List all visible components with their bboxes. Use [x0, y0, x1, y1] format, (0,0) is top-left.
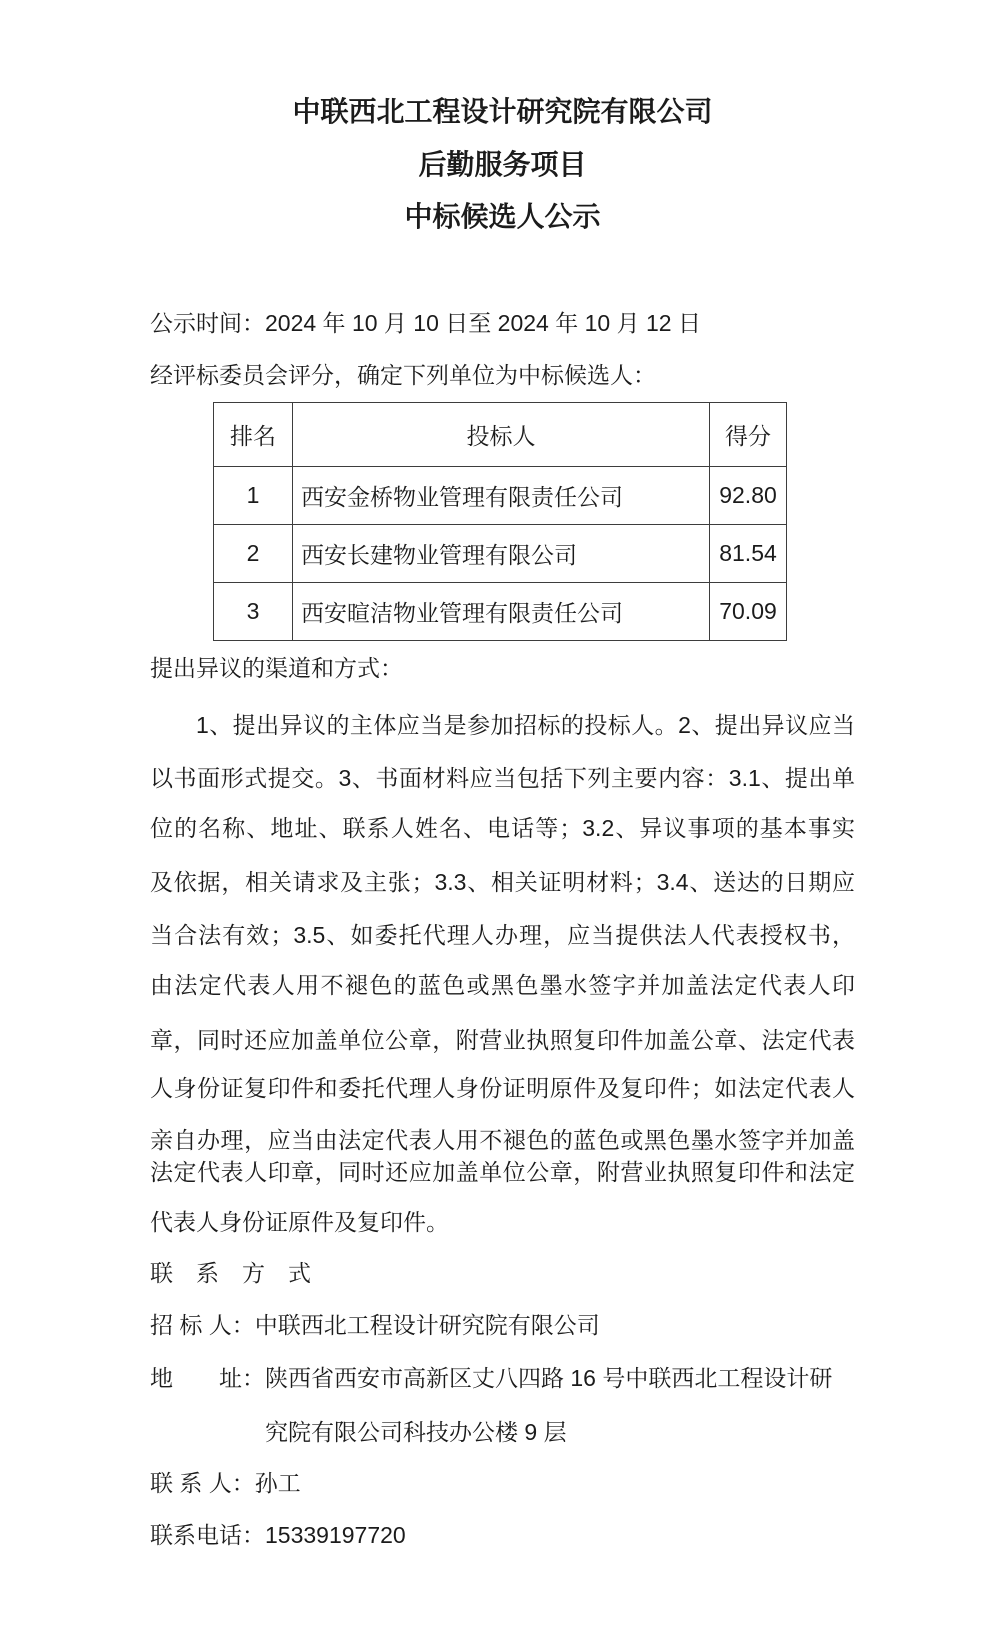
table-row	[214, 583, 787, 641]
contact-label: 联系电话：	[150, 1522, 265, 1548]
objection-heading: 提出异议的渠道和方式：	[150, 655, 403, 681]
objection-line: 章，同时还应加盖单位公章，附营业执照复印件加盖公章、法定代表	[150, 1027, 855, 1053]
contact-line-address-continued	[150, 1415, 855, 1449]
contact-value: 陕西省西安市高新区丈八四路 16 号中联西北工程设计研	[265, 1365, 833, 1391]
rank-cell: 3	[214, 583, 293, 641]
announcement-period: 公示时间：2024 年 10 月 10 日至 2024 年 10 月 12 日	[150, 310, 701, 336]
objection-line: 以书面形式提交。3、书面材料应当包括下列主要内容：3.1、提出单	[150, 765, 855, 791]
objection-line: 代表人身份证原件及复印件。	[150, 1209, 449, 1235]
rank-cell: 2	[214, 525, 293, 583]
bidder-cell: 西安暄洁物业管理有限责任公司	[293, 583, 710, 641]
objection-line: 人身份证复印件和委托代理人身份证明原件及复印件；如法定代表人	[150, 1075, 855, 1101]
objection-line: 当合法有效；3.5、如委托代理人办理，应当提供法人代表授权书，	[150, 922, 855, 948]
contact-line-phone	[150, 1518, 855, 1552]
document-title-line-1: 中联西北工程设计研究院有限公司	[292, 96, 713, 127]
bidder-cell: 西安金桥物业管理有限责任公司	[293, 467, 710, 525]
document-title-line-2: 后勤服务项目	[418, 149, 587, 180]
header-score: 得分	[710, 403, 787, 467]
contact-value: 究院有限公司科技办公楼 9 层	[265, 1419, 567, 1445]
contact-value: 15339197720	[265, 1522, 406, 1548]
contact-label: 联 系 人：	[150, 1470, 255, 1496]
contact-line-person	[150, 1466, 855, 1500]
rank-cell: 1	[214, 467, 293, 525]
objection-line: 及依据，相关请求及主张；3.3、相关证明材料；3.4、送达的日期应	[150, 869, 855, 895]
objection-line: 亲自办理，应当由法定代表人用不褪色的蓝色或黑色墨水签字并加盖	[150, 1127, 855, 1153]
bidder-cell: 西安长建物业管理有限公司	[293, 525, 710, 583]
objection-line: 由法定代表人用不褪色的蓝色或黑色墨水签字并加盖法定代表人印	[150, 972, 855, 998]
objection-line: 位的名称、地址、联系人姓名、电话等；3.2、异议事项的基本事实	[150, 815, 855, 841]
contact-line-tenderer	[150, 1308, 855, 1342]
score-cell: 81.54	[710, 525, 787, 583]
score-cell: 70.09	[710, 583, 787, 641]
contact-heading: 联 系 方 式	[150, 1260, 311, 1286]
contact-line-address	[150, 1361, 855, 1395]
evaluation-note: 经评标委员会评分，确定下列单位为中标候选人：	[150, 362, 656, 388]
header-rank: 排名	[214, 403, 293, 467]
bid-candidates-table	[213, 402, 787, 641]
table-row	[214, 525, 787, 583]
score-cell: 92.80	[710, 467, 787, 525]
table-header-row	[214, 403, 787, 467]
contact-label: 招 标 人：	[150, 1312, 255, 1338]
objection-line: 法定代表人印章，同时还应加盖单位公章，附营业执照复印件和法定	[150, 1159, 855, 1185]
table-row	[214, 467, 787, 525]
contact-label: 地 址：	[150, 1365, 265, 1391]
objection-line: 1、提出异议的主体应当是参加招标的投标人。2、提出异议应当	[196, 712, 855, 738]
header-bidder: 投标人	[293, 403, 710, 467]
contact-value: 孙工	[254, 1470, 301, 1496]
document-title-line-3: 中标候选人公示	[404, 201, 601, 232]
contact-value: 中联西北工程设计研究院有限公司	[254, 1312, 600, 1338]
